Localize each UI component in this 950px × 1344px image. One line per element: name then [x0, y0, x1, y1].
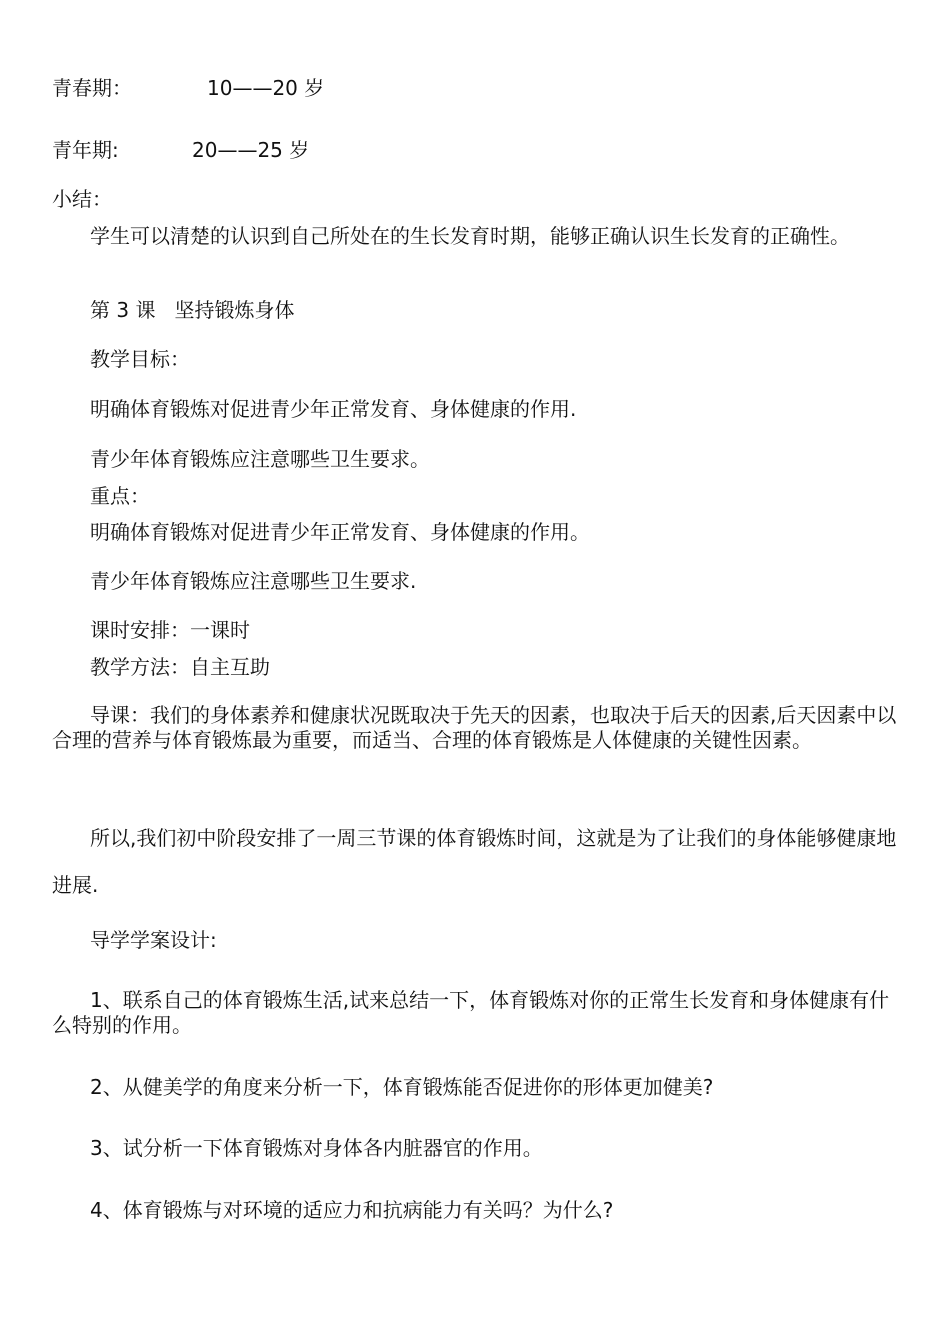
key-points-heading: 重点：: [90, 484, 150, 508]
summary-heading: 小结：: [52, 187, 112, 211]
key-point-2: 青少年体育锻炼应注意哪些卫生要求.: [90, 569, 417, 593]
lesson-reason: 所以,我们初中阶段安排了一周三节课的体育锻炼时间，这就是为了让我们的身体能够健康地进展.: [52, 826, 897, 897]
question-2: 2、从健美学的角度来分析一下，体育锻炼能否促进你的形体更加健美?: [90, 1075, 714, 1099]
objectives-heading: 教学目标：: [90, 347, 190, 371]
question-3: 3、试分析一下体育锻炼对身体各内脏器官的作用。: [90, 1136, 543, 1160]
period-range-youth: 20——25 岁: [192, 138, 310, 162]
lesson-intro: 导课：我们的身体素养和健康状况既取决于先天的因素，也取决于后天的因素,后天因素中以合理的营养与体育锻炼最为重要，而适当、合理的体育锻炼是人体健康的关键性因素。: [52, 703, 897, 752]
question-1: 1、联系自己的体育锻炼生活,试来总结一下，体育锻炼对你的正常生长发育和身体健康有什么特别的作用。: [52, 988, 890, 1037]
lesson-title: 第 3 课 坚持锻炼身体: [90, 298, 295, 322]
objective-1: 明确体育锻炼对促进青少年正常发育、身体健康的作用.: [90, 397, 577, 421]
period-label-youth: 青年期:: [52, 138, 119, 162]
key-point-1: 明确体育锻炼对促进青少年正常发育、身体健康的作用。: [90, 520, 590, 544]
period-range-adolescence: 10——20 岁: [207, 76, 325, 100]
period-label-adolescence: 青春期：: [52, 76, 132, 100]
lesson-schedule: 课时安排：一课时: [90, 618, 250, 642]
summary-text: 学生可以清楚的认识到自己所处在的生长发育时期，能够正确认识生长发育的正确性。: [90, 224, 850, 248]
design-heading: 导学学案设计:: [90, 928, 217, 952]
question-4: 4、体育锻炼与对环境的适应力和抗病能力有关吗？为什么?: [90, 1198, 614, 1222]
teaching-method: 教学方法：自主互助: [90, 655, 270, 679]
objective-2: 青少年体育锻炼应注意哪些卫生要求。: [90, 447, 430, 471]
